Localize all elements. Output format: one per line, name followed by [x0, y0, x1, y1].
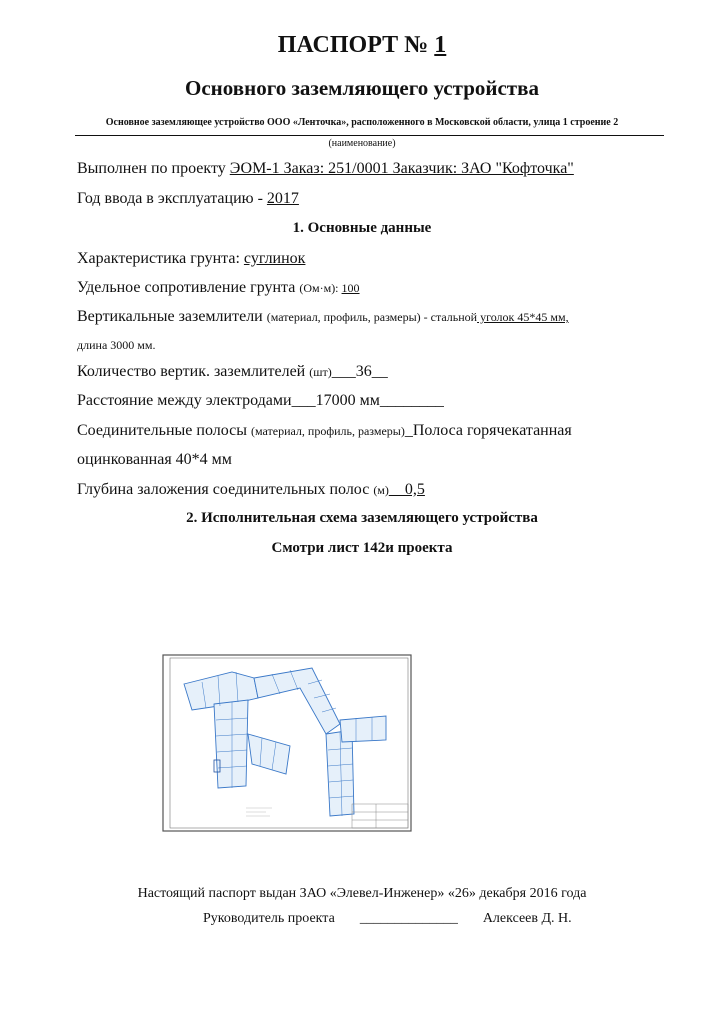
- name-caption: (наименование): [328, 138, 396, 149]
- signature-line: ______________: [359, 911, 458, 926]
- project-label: Выполнен по проекту: [77, 160, 230, 177]
- depth-value: __0,5: [388, 481, 425, 498]
- section2-reference: Смотри лист 142и проекта: [271, 540, 453, 556]
- section1-title: 1. Основные данные: [292, 220, 432, 236]
- distance-label: Расстояние между электродами: [77, 392, 292, 409]
- commissioning-line: [77, 190, 299, 208]
- count-line: [77, 363, 388, 381]
- strips-label: Соединительные полосы: [77, 422, 251, 439]
- vertical-label: Вертикальные заземлители: [77, 308, 267, 325]
- passport-title-prefix: ПАСПОРТ №: [277, 32, 435, 58]
- vertical-length: длина 3000 мм.: [77, 338, 156, 352]
- strips-line: [77, 422, 572, 440]
- resistivity-value: 100: [341, 281, 360, 295]
- count-value: ___36__: [331, 363, 388, 380]
- soil-line: [77, 250, 305, 268]
- grounding-scheme-drawing: [162, 654, 412, 832]
- vertical-hint: (материал, профиль, размеры) - стальной: [266, 310, 478, 324]
- issued-statement: Настоящий паспорт выдан ЗАО «Элевел-Инженер» «26» декабря 2016 года: [137, 886, 587, 901]
- vertical-value: уголок 45*45 мм,: [477, 310, 569, 324]
- count-label: Количество вертик. заземлителей: [77, 363, 310, 380]
- depth-line: [77, 481, 425, 499]
- manager-name: Алексеев Д. Н.: [482, 911, 572, 926]
- soil-value: суглинок: [243, 250, 306, 267]
- strips-hint: (материал, профиль, размеры): [250, 424, 405, 438]
- project-line: [77, 160, 574, 178]
- project-value: ЭОМ-1 Заказ: 251/0001 Заказчик: ЗАО "Кофточка": [229, 160, 574, 177]
- resistivity-line: [77, 279, 360, 297]
- depth-unit: (м): [373, 483, 389, 497]
- description-underline: [75, 135, 664, 136]
- distance-line: [77, 392, 444, 410]
- soil-label: Характеристика грунта:: [77, 250, 244, 267]
- passport-title: [0, 32, 724, 59]
- vertical-line: [77, 308, 569, 326]
- resistivity-unit: (Ом·м):: [299, 281, 342, 295]
- depth-label: Глубина заложения соединительных полос: [77, 481, 374, 498]
- strips-value-continued: оцинкованная 40*4 мм: [77, 451, 232, 468]
- resistivity-label: Удельное сопротивление грунта: [77, 279, 300, 296]
- commissioning-year: 2017: [266, 190, 299, 207]
- device-description: Основное заземляющее устройство ООО «Ленточка», расположенного в Московской области, улица 1 строение 2: [105, 117, 619, 128]
- manager-label: Руководитель проекта: [203, 911, 335, 926]
- passport-number: 1: [434, 32, 447, 58]
- commissioning-label: Год ввода в эксплуатацию -: [77, 190, 267, 207]
- count-unit: (шт): [309, 365, 332, 379]
- strips-value: _Полоса горячекатанная: [404, 422, 572, 439]
- distance-value: ___17000 мм________: [291, 392, 444, 409]
- manager-line: [203, 911, 572, 927]
- passport-subtitle: Основного заземляющего устройства: [185, 76, 539, 100]
- section2-title: 2. Исполнительная схема заземляющего устройства: [186, 510, 538, 526]
